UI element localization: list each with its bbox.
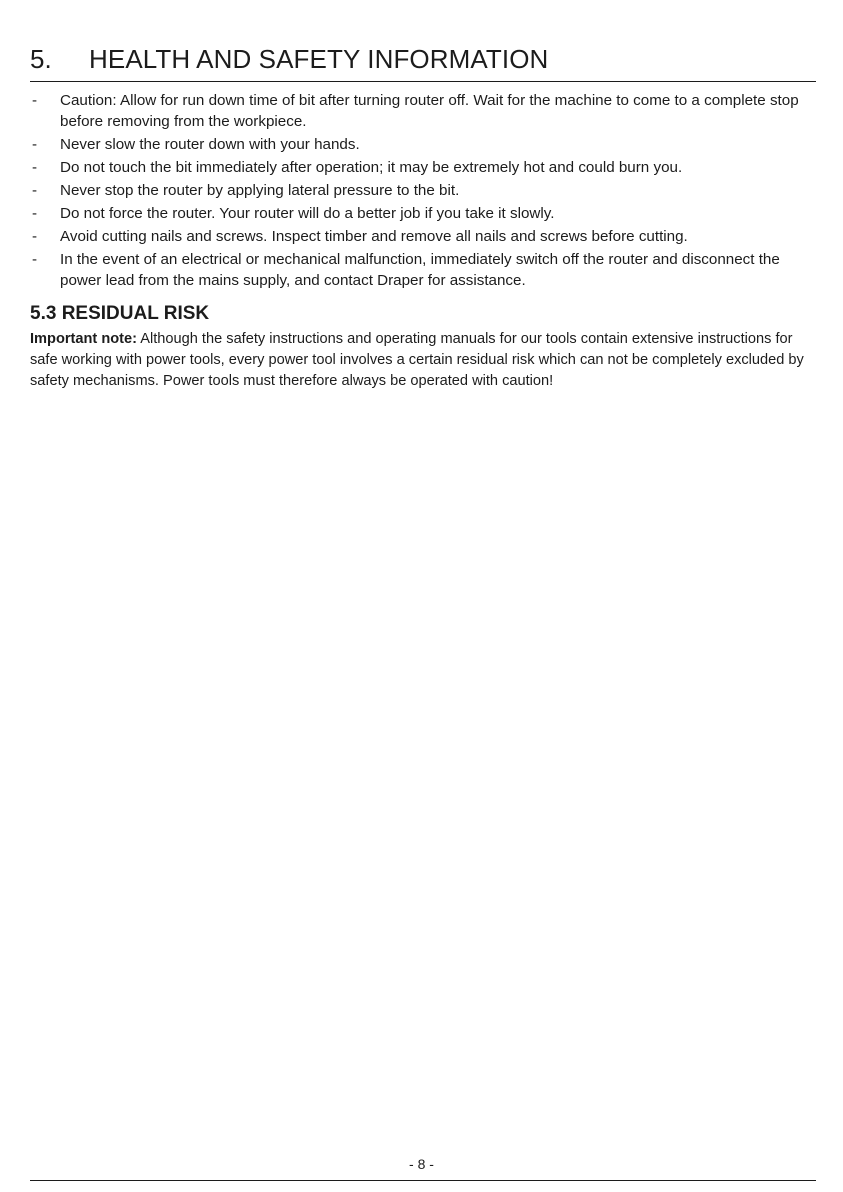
footer-divider xyxy=(30,1180,816,1181)
list-marker: - xyxy=(32,228,38,245)
note-label: Important note: xyxy=(30,331,138,347)
list-marker: - xyxy=(32,92,38,109)
page-number: - 8 - xyxy=(409,1156,434,1172)
list-item-text: Avoid cutting nails and screws. Inspect timber and remove all nails and screws before cutting. xyxy=(60,228,688,245)
list-item-text: Do not force the router. Your router will do a better job if you take it slowly. xyxy=(60,205,555,222)
list-marker: - xyxy=(32,251,38,268)
list-item-text: Caution: Allow for run down time of bit after turning router off. Wait for the machine to come to a complete stop before removing from the workpiece. xyxy=(60,92,799,130)
list-marker: - xyxy=(32,205,38,222)
list-item xyxy=(30,90,820,132)
list-item xyxy=(30,134,820,155)
list-item xyxy=(30,249,820,291)
section-heading: 5.3 RESIDUAL RISK xyxy=(30,303,210,324)
title-divider xyxy=(30,81,816,82)
list-item-text: In the event of an electrical or mechanical malfunction, immediately switch off the router and disconnect the power lead from the mains supply, and contact Draper for assistance. xyxy=(60,251,780,289)
list-item xyxy=(30,203,820,224)
list-item xyxy=(30,157,820,178)
list-item-text: Never slow the router down with your hands. xyxy=(60,136,360,153)
section-number: 5. xyxy=(30,44,52,74)
list-marker: - xyxy=(32,159,38,176)
note-text: Although the safety instructions and operating manuals for our tools contain extensive instructions for safe working with power tools, every power tool involves a certain residual risk which can not be completely excluded by safety mechanisms. Power tools must therefore always be operated with caution! xyxy=(30,331,804,389)
list-item xyxy=(30,226,820,247)
list-item-text: Do not touch the bit immediately after operation; it may be extremely hot and could burn you. xyxy=(60,159,683,176)
page-title xyxy=(30,42,548,76)
list-item xyxy=(30,180,820,201)
list-marker: - xyxy=(32,136,38,153)
important-note xyxy=(30,329,820,392)
list-item-text: Never stop the router by applying lateral pressure to the bit. xyxy=(60,182,460,199)
list-marker: - xyxy=(32,182,38,199)
safety-list xyxy=(30,90,820,293)
section-title: HEALTH AND SAFETY INFORMATION xyxy=(89,44,549,74)
